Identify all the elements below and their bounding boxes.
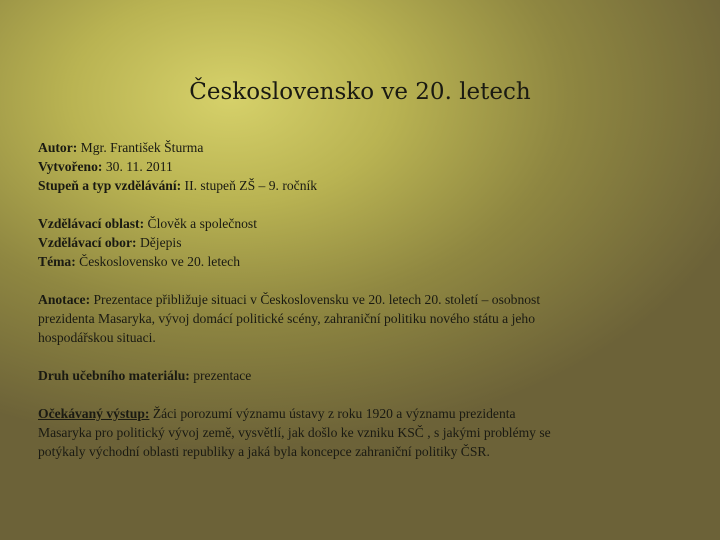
- spacer: [38, 271, 688, 290]
- field-line: [38, 233, 688, 252]
- level-value: II. stupeň ZŠ – 9. ročník: [184, 178, 318, 193]
- created-line: [38, 157, 688, 176]
- spacer: [38, 385, 688, 404]
- slide-content: [38, 138, 688, 461]
- material-block: [38, 366, 688, 385]
- spacer: [38, 195, 688, 214]
- area-label: Vzdělávací oblast:: [38, 216, 145, 231]
- author-line: [38, 138, 688, 157]
- slide-title: [0, 77, 720, 107]
- field-value: Dějepis: [139, 235, 182, 250]
- level-line: [38, 176, 688, 195]
- topic-label: Téma:: [38, 254, 76, 269]
- created-value: 30. 11. 2011: [105, 159, 173, 174]
- curriculum-block: [38, 214, 688, 271]
- annotation-text-2: prezidenta Masaryka, vývoj domácí politické scény, zahraniční politiku nového státu a jeho: [38, 311, 536, 326]
- author-label: Autor:: [38, 140, 78, 155]
- annotation-text-1: Prezentace přibližuje situaci v Československu ve 20. letech 20. století – osobnost: [93, 292, 541, 307]
- outcome-text-1: Žáci porozumí významu ústavy z roku 1920 a významu prezidenta: [152, 406, 516, 421]
- topic-line: [38, 252, 688, 271]
- outcome-text-3: potýkaly východní oblasti republiky a jaká byla koncepce zahraniční politiky ČSR.: [38, 444, 490, 459]
- annotation-label: Anotace:: [38, 292, 91, 307]
- slide-title-text: Československo ve 20. letech: [189, 79, 531, 105]
- annotation-block: [38, 290, 688, 347]
- outcome-label: Očekávaný výstup:: [38, 406, 150, 421]
- material-value: prezentace: [193, 368, 252, 383]
- material-label: Druh učebního materiálu:: [38, 368, 190, 383]
- outcome-line-1: [38, 404, 688, 423]
- topic-value: Československo ve 20. letech: [79, 254, 240, 269]
- field-label: Vzdělávací obor:: [38, 235, 137, 250]
- area-value: Člověk a společnost: [147, 216, 258, 231]
- meta-block: [38, 138, 688, 195]
- area-line: [38, 214, 688, 233]
- outcome-block: [38, 404, 688, 461]
- level-label: Stupeň a typ vzdělávání:: [38, 178, 182, 193]
- created-label: Vytvořeno:: [38, 159, 103, 174]
- annotation-text-3: hospodářskou situaci.: [38, 330, 156, 345]
- spacer: [38, 347, 688, 366]
- annotation-line-1: [38, 290, 688, 309]
- material-line: [38, 366, 688, 385]
- author-value: Mgr. František Šturma: [80, 140, 204, 155]
- outcome-text-2: Masaryka pro politický vývoj země, vysvětlí, jak došlo ke vzniku KSČ , s jakými problémy se: [38, 425, 551, 440]
